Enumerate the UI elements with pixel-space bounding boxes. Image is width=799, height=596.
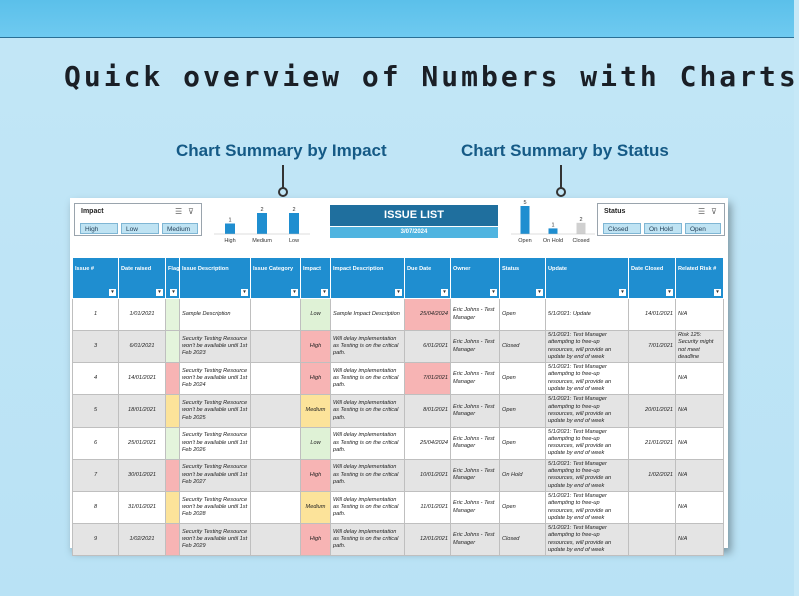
cell-raised[interactable]: 31/01/2021 (119, 491, 166, 523)
table-row[interactable] (73, 331, 724, 363)
multi-select-icon[interactable]: ☰ (175, 207, 183, 216)
multi-select-icon[interactable]: ☰ (698, 207, 706, 216)
cell-desc[interactable]: Security Testing Resource won't be available until 1st Feb 2028 (180, 491, 251, 523)
issue-list-date: 3/07/2024 (330, 227, 498, 238)
cell-owner[interactable]: Eric Johns - Test Manager (451, 299, 500, 331)
cell-impact[interactable]: High (301, 524, 331, 556)
cell-impact[interactable]: Low (301, 299, 331, 331)
cell-owner[interactable]: Eric Johns - Test Manager (451, 524, 500, 556)
column-header[interactable] (629, 258, 676, 299)
cell-due[interactable]: 12/01/2021 (405, 524, 451, 556)
filter-dropdown-icon[interactable]: ▾ (170, 289, 177, 296)
cell-flag[interactable] (166, 427, 180, 459)
cell-closed[interactable]: 14/01/2021 (629, 299, 676, 331)
cell-desc[interactable]: Security Testing Resource won't be available until 1st Feb 2026 (180, 427, 251, 459)
column-header-label: Impact Description (333, 266, 384, 272)
cell-desc[interactable]: Security Testing Resource won't be available until 1st Feb 2024 (180, 363, 251, 395)
cell-update[interactable]: 5/1/2021: Test Manager attempting to free-up resources, will provide an update by end of week (546, 459, 629, 491)
cell-update[interactable]: 5/1/2021: Test Manager attempting to free-up resources, will provide an update by end of week (546, 524, 629, 556)
bar-closed (577, 223, 586, 234)
cell-risk[interactable]: N/A (676, 299, 724, 331)
bar-medium (257, 213, 267, 234)
cell-num[interactable]: 4 (73, 363, 119, 395)
impact-slicer-title: Impact (81, 208, 104, 215)
table-row[interactable] (73, 491, 724, 523)
cell-owner[interactable]: Eric Johns - Test Manager (451, 459, 500, 491)
column-header-label: Due Date (407, 266, 432, 272)
issue-table (72, 257, 724, 556)
column-header-label: Update (548, 266, 567, 272)
cell-cat[interactable] (251, 331, 301, 363)
headline: Quick overview of Numbers with Charts (64, 60, 799, 93)
issue-table-wrapper (72, 257, 723, 554)
column-header-label: Issue Category (253, 266, 294, 272)
cell-owner[interactable]: Eric Johns - Test Manager (451, 427, 500, 459)
cell-status[interactable]: Open (500, 427, 546, 459)
cell-cat[interactable] (251, 427, 301, 459)
impact-pointer-dot (278, 187, 288, 197)
table-row[interactable] (73, 427, 724, 459)
column-header[interactable] (166, 258, 180, 299)
column-header-label: Related Risk # (678, 266, 717, 272)
column-header-label: Flag (168, 266, 180, 272)
cell-flag[interactable] (166, 459, 180, 491)
cell-owner[interactable]: Eric Johns - Test Manager (451, 363, 500, 395)
impact-slicer-medium[interactable]: Medium (162, 223, 198, 234)
cell-raised[interactable]: 14/01/2021 (119, 363, 166, 395)
bar-high (225, 224, 235, 235)
category-label: High (224, 238, 236, 244)
cell-impact[interactable]: High (301, 331, 331, 363)
cell-num[interactable]: 5 (73, 395, 119, 427)
filter-dropdown-icon[interactable]: ▾ (291, 289, 298, 296)
cell-raised[interactable]: 30/01/2021 (119, 459, 166, 491)
cell-update[interactable]: 5/1/2021: Update (546, 299, 629, 331)
category-label: Medium (252, 238, 272, 244)
cell-raised[interactable]: 25/01/2021 (119, 427, 166, 459)
cell-closed[interactable] (629, 524, 676, 556)
data-label: 2 (579, 216, 583, 223)
cell-desc[interactable]: Security Testing Resource won't be available until 1st Feb 2023 (180, 331, 251, 363)
cell-status[interactable]: Open (500, 299, 546, 331)
cell-status[interactable]: Open (500, 491, 546, 523)
clear-filter-icon[interactable]: ⊽ (188, 207, 194, 216)
cell-impact-desc[interactable]: Will delay implementation as Testing is on the critical path. (331, 491, 405, 523)
cell-risk[interactable]: N/A (676, 363, 724, 395)
cell-risk[interactable]: Risk 125: Security might not meet deadline (676, 331, 724, 363)
cell-update[interactable]: 5/1/2021: Test Manager attempting to free-up resources, will provide an update by end of week (546, 491, 629, 523)
column-header-label: Date raised (121, 266, 152, 272)
column-header-label: Issue Description (182, 266, 229, 272)
impact-chart-caption: Chart Summary by Impact (176, 141, 387, 160)
column-header-label: Date Closed (631, 266, 664, 272)
cell-raised[interactable]: 1/02/2021 (119, 524, 166, 556)
cell-due[interactable]: 7/01/2021 (405, 363, 451, 395)
impact-bar-chart (210, 200, 320, 248)
cell-impact[interactable]: Medium (301, 491, 331, 523)
cell-cat[interactable] (251, 459, 301, 491)
status-slicer-open[interactable]: Open (685, 223, 721, 234)
cell-closed[interactable]: 1/02/2021 (629, 459, 676, 491)
cell-update[interactable]: 5/1/2021: Test Manager attempting to free-up resources, will provide an update by end of week (546, 395, 629, 427)
cell-flag[interactable] (166, 395, 180, 427)
cell-closed[interactable]: 7/01/2021 (629, 331, 676, 363)
column-header[interactable] (451, 258, 500, 299)
cell-raised[interactable]: 1/01/2021 (119, 299, 166, 331)
category-label: On Hold (542, 238, 564, 244)
impact-slicer-high[interactable]: High (80, 223, 118, 234)
cell-status[interactable]: Closed (500, 331, 546, 363)
cell-update[interactable]: 5/1/2021: Test Manager attempting to free-up resources, will provide an update by end of week (546, 363, 629, 395)
cell-raised[interactable]: 6/01/2021 (119, 331, 166, 363)
cell-impact-desc[interactable]: Will delay implementation as Testing is on the critical path. (331, 395, 405, 427)
status-pointer-dot (556, 187, 566, 197)
cell-closed[interactable] (629, 363, 676, 395)
cell-flag[interactable] (166, 524, 180, 556)
cell-num[interactable]: 3 (73, 331, 119, 363)
filter-dropdown-icon[interactable]: ▾ (395, 289, 402, 296)
status-bar-chart (506, 198, 592, 248)
cell-update[interactable]: 5/1/2021: Test Manager attempting to free-up resources, will provide an update by end of week (546, 331, 629, 363)
cell-due[interactable]: 25/04/2024 (405, 299, 451, 331)
category-label: Open (518, 238, 532, 244)
bar-on-hold (549, 228, 558, 234)
filter-dropdown-icon[interactable]: ▾ (490, 289, 497, 296)
column-header-label: Impact (303, 266, 322, 272)
cell-risk[interactable]: N/A (676, 459, 724, 491)
cell-owner[interactable]: Eric Johns - Test Manager (451, 491, 500, 523)
table-row[interactable] (73, 459, 724, 491)
column-header[interactable] (119, 258, 166, 299)
cell-impact-desc[interactable]: Will delay implementation as Testing is on the critical path. (331, 427, 405, 459)
data-label: 2 (292, 207, 296, 213)
filter-dropdown-icon[interactable]: ▾ (109, 289, 116, 296)
top-band (0, 0, 794, 38)
cell-cat[interactable] (251, 363, 301, 395)
cell-cat[interactable] (251, 299, 301, 331)
cell-cat[interactable] (251, 491, 301, 523)
table-row[interactable] (73, 299, 724, 331)
cell-owner[interactable]: Eric Johns - Test Manager (451, 395, 500, 427)
cell-flag[interactable] (166, 331, 180, 363)
cell-flag[interactable] (166, 363, 180, 395)
filter-dropdown-icon[interactable]: ▾ (241, 289, 248, 296)
column-header[interactable] (73, 258, 119, 299)
issue-list-title: ISSUE LIST (330, 205, 498, 226)
status-pointer-line (560, 165, 562, 189)
column-header[interactable] (301, 258, 331, 299)
cell-risk[interactable]: N/A (676, 427, 724, 459)
data-label: 1 (228, 217, 232, 224)
cell-status[interactable]: On Hold (500, 459, 546, 491)
column-header[interactable] (180, 258, 251, 299)
cell-impact[interactable]: High (301, 459, 331, 491)
column-header-label: Status (502, 266, 520, 272)
column-header[interactable] (546, 258, 629, 299)
category-label: Closed (572, 238, 590, 244)
cell-impact-desc[interactable]: Will delay implementation as Testing is on the critical path. (331, 331, 405, 363)
cell-due[interactable]: 10/01/2021 (405, 459, 451, 491)
cell-num[interactable]: 1 (73, 299, 119, 331)
status-chart-caption: Chart Summary by Status (461, 141, 669, 160)
cell-impact-desc[interactable]: Sample Impact Description (331, 299, 405, 331)
filter-dropdown-icon[interactable]: ▾ (619, 289, 626, 296)
filter-dropdown-icon[interactable]: ▾ (666, 289, 673, 296)
cell-impact-desc[interactable]: Will delay implementation as Testing is on the critical path. (331, 363, 405, 395)
cell-impact[interactable]: Low (301, 427, 331, 459)
impact-pointer-line (282, 165, 284, 189)
data-label: 5 (523, 200, 527, 206)
cell-cat[interactable] (251, 395, 301, 427)
filter-dropdown-icon[interactable]: ▾ (714, 289, 721, 296)
cell-desc[interactable]: Security Testing Resource won't be available until 1st Feb 2029 (180, 524, 251, 556)
cell-desc[interactable]: Sample Description (180, 299, 251, 331)
status-slicer-on-hold[interactable]: On Hold (644, 223, 682, 234)
table-row[interactable] (73, 363, 724, 395)
category-label: Low (288, 238, 300, 244)
cell-cat[interactable] (251, 524, 301, 556)
table-header-row (73, 258, 724, 299)
cell-due[interactable]: 6/01/2021 (405, 331, 451, 363)
cell-desc[interactable]: Security Testing Resource won't be available until 1st Feb 2027 (180, 459, 251, 491)
cell-due[interactable]: 8/01/2021 (405, 395, 451, 427)
cell-update[interactable]: 5/1/2021: Test Manager attempting to free-up resources, will provide an update by end of week (546, 427, 629, 459)
cell-raised[interactable]: 18/01/2021 (119, 395, 166, 427)
data-label: 1 (551, 222, 555, 229)
cell-closed[interactable] (629, 491, 676, 523)
cell-risk[interactable]: N/A (676, 524, 724, 556)
column-header[interactable] (500, 258, 546, 299)
cell-num[interactable]: 7 (73, 459, 119, 491)
column-header-label: Owner (453, 266, 471, 272)
cell-status[interactable]: Open (500, 395, 546, 427)
column-header[interactable] (405, 258, 451, 299)
cell-impact[interactable]: Medium (301, 395, 331, 427)
table-row[interactable] (73, 395, 724, 427)
cell-impact[interactable]: High (301, 363, 331, 395)
cell-num[interactable]: 8 (73, 491, 119, 523)
filter-dropdown-icon[interactable]: ▾ (156, 289, 163, 296)
cell-num[interactable]: 6 (73, 427, 119, 459)
filter-dropdown-icon[interactable]: ▾ (536, 289, 543, 296)
bar-open (521, 206, 530, 234)
impact-slicer-low[interactable]: Low (121, 223, 159, 234)
data-label: 2 (260, 207, 264, 213)
cell-risk[interactable]: N/A (676, 395, 724, 427)
filter-dropdown-icon[interactable]: ▾ (321, 289, 328, 296)
column-header-label: Issue # (75, 266, 94, 272)
cell-flag[interactable] (166, 491, 180, 523)
cell-num[interactable]: 9 (73, 524, 119, 556)
filter-dropdown-icon[interactable]: ▾ (441, 289, 448, 296)
clear-filter-icon[interactable]: ⊽ (711, 207, 717, 216)
cell-owner[interactable]: Eric Johns - Test Manager (451, 331, 500, 363)
cell-flag[interactable] (166, 299, 180, 331)
cell-risk[interactable]: N/A (676, 491, 724, 523)
table-body (73, 299, 724, 556)
cell-due[interactable]: 11/01/2021 (405, 491, 451, 523)
cell-due[interactable]: 25/04/2024 (405, 427, 451, 459)
cell-impact-desc[interactable]: Will delay implementation as Testing is on the critical path. (331, 459, 405, 491)
cell-status[interactable]: Open (500, 363, 546, 395)
cell-desc[interactable]: Security Testing Resource won't be available until 1st Feb 2025 (180, 395, 251, 427)
spreadsheet (70, 198, 728, 554)
cell-status[interactable]: Closed (500, 524, 546, 556)
status-slicer-closed[interactable]: Closed (603, 223, 641, 234)
column-header[interactable] (251, 258, 301, 299)
bar-low (289, 213, 299, 234)
status-slicer (597, 203, 725, 236)
cell-closed[interactable]: 21/01/2021 (629, 427, 676, 459)
column-header[interactable] (676, 258, 724, 299)
status-slicer-title: Status (604, 208, 626, 215)
cell-impact-desc[interactable]: Will delay implementation as Testing is on the critical path. (331, 524, 405, 556)
column-header[interactable] (331, 258, 405, 299)
table-row[interactable] (73, 524, 724, 556)
cell-closed[interactable]: 20/01/2021 (629, 395, 676, 427)
impact-slicer (74, 203, 202, 236)
